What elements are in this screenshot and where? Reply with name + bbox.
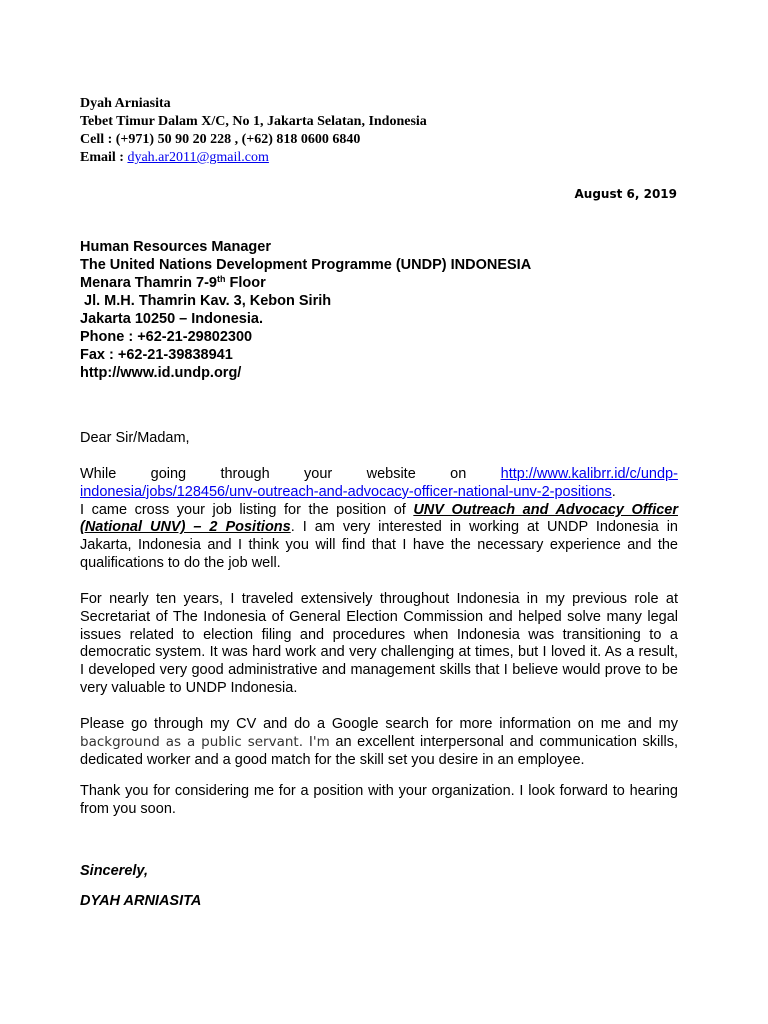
paragraph-1 xyxy=(80,466,678,573)
building-sup: th xyxy=(217,274,226,284)
sender-email-line xyxy=(80,149,700,167)
position-title: UNV Outreach and Advocacy Officer (National UNV) – 2 Positions xyxy=(80,501,678,536)
email-label: Email : xyxy=(80,150,128,165)
sender-cell: Cell : (+971) 50 90 20 228 , (+62) 818 0600 6840 xyxy=(80,132,361,147)
paragraph-1-body xyxy=(80,502,678,573)
word: website xyxy=(366,466,416,482)
recipient-street: Jl. M.H. Thamrin Kav. 3, Kebon Sirih xyxy=(80,293,332,309)
recipient-title: Human Resources Manager xyxy=(80,239,271,255)
letter-date: August 6, 2019 xyxy=(574,187,677,201)
word: going xyxy=(150,466,187,482)
recipient-fax: Fax : +62-21-39838941 xyxy=(80,347,233,363)
salutation: Dear Sir/Madam, xyxy=(80,430,190,446)
sender-address: Tebet Timur Dalam X/C, No 1, Jakarta Selatan, Indonesia xyxy=(80,114,427,129)
recipient-building xyxy=(80,274,700,292)
building-prefix: Menara Thamrin 7-9 xyxy=(80,275,217,291)
text-after-position: . I am very interested in working at UNDP Indonesia in Jakarta, Indonesia and I think you will find that I have the necessary experience and the qualifications to do the job well. xyxy=(80,519,678,571)
paragraph-3-part-3: an excellent interpersonal and communication skills, dedicated worker and a good match for the skill set you desire in an employee. xyxy=(80,733,678,768)
recipient-website: http://www.id.undp.org/ xyxy=(80,365,242,381)
period: . xyxy=(611,483,616,500)
recipient-org: The United Nations Development Programme (UNDP) INDONESIA xyxy=(80,257,532,273)
paragraph-1-url-line xyxy=(80,484,678,502)
word: your xyxy=(304,466,333,482)
recipient-phone: Phone : +62-21-29802300 xyxy=(80,329,253,345)
closing: Sincerely, xyxy=(80,863,148,879)
word: While xyxy=(80,466,117,482)
job-link-part-2[interactable]: indonesia/jobs/128456/unv-outreach-and-advocacy-officer-national-unv-2-positions xyxy=(80,483,612,500)
building-suffix: Floor xyxy=(225,275,266,291)
paragraph-2: For nearly ten years, I traveled extensively throughout Indonesia in my previous role at Secretariat of The Indonesia of General Election Commission and helped solve many legal issues related to election filing and procedures when Indonesia was transitioning to a democratic system. It was hard work and very challenging at times, but I loved it. As a result, I developed very good administrative and management skills that I believe would prove to be very valuable to UNDP Indonesia. xyxy=(80,591,678,696)
paragraph-3-part-1: Please go through my CV and do a Google search for more information on me and my xyxy=(80,716,678,732)
sender-block xyxy=(80,95,700,167)
paragraph-3-part-2: background as a public servant. I'm xyxy=(80,733,330,750)
paragraph-3 xyxy=(80,716,678,769)
word: on xyxy=(450,466,467,482)
recipient-block xyxy=(80,238,700,382)
paragraph-1-first-line xyxy=(80,466,678,484)
text-before-position: I came cross your job listing for the position of xyxy=(80,501,414,518)
job-link-part-1[interactable]: http://www.kalibrr.id/c/undp- xyxy=(500,466,678,482)
sender-name: Dyah Arniasita xyxy=(80,96,171,111)
word: through xyxy=(220,466,270,482)
email-link[interactable]: dyah.ar2011@gmail.com xyxy=(127,150,269,165)
paragraph-4: Thank you for considering me for a position with your organization. I look forward to hearing from you soon. xyxy=(80,783,678,817)
recipient-city: Jakarta 10250 – Indonesia. xyxy=(80,311,263,327)
signature-name: DYAH ARNIASITA xyxy=(80,893,202,909)
